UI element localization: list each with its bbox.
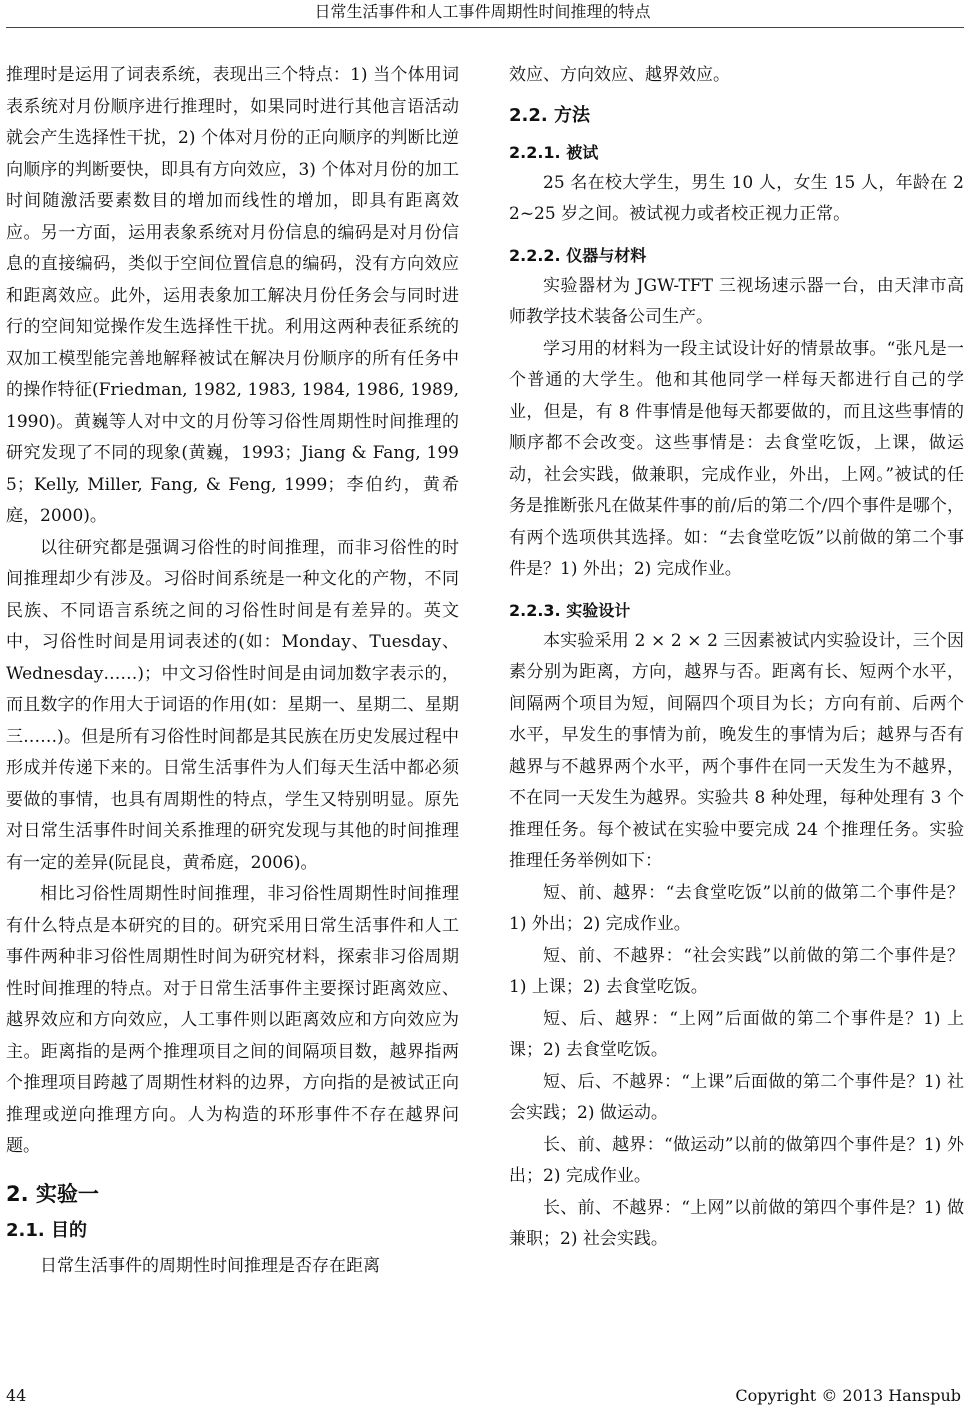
example-item: 短、后、不越界：“上课”后面做的第二个事件是？1) 社会实践；2) 做运动。 — [509, 1071, 964, 1123]
example-item: 长、前、越界：“做运动”以前的做第四个事件是？1) 外出；2) 完成作业。 — [509, 1134, 964, 1186]
left-column — [6, 60, 459, 1282]
example-item: 短、前、不越界：“社会实践”以前做的第二个事件是？1) 上课；2) 去食堂吃饭。 — [509, 945, 964, 997]
body-paragraph: 学习用的材料为一段主试设计好的情景故事。“张凡是一个普通的大学生。他和其他同学一样每天都进行自己的学业，但是，有 8 件事情是他每天都要做的，而且这些事情的顺序都不会改变。这些事情是：去食堂吃饭，上课，做运动，社会实践，做兼职，完成作业，外出，上网。”被试的任务是推断张凡在做某件事的前/后的第二个/四个事件是哪个，有两个选项供其选择。如：“去食堂吃饭”以前做的第二个事件是？1) 外出；2) 完成作业。 — [509, 338, 964, 579]
body-paragraph: 相比习俗性周期性时间推理，非习俗性周期性时间推理有什么特点是本研究的目的。研究采用日常生活事件和人工事件两种非习俗性周期性时间为研究材料，探索非习俗周期性时间推理的特点。对于日常生活事件主要探讨距离效应、越界效应和方向效应，人工事件则以距离效应和方向效应为主。距离指的是两个推理项目之间的间隔项目数，越界指两个推理项目跨越了周期性材料的边界，方向指的是被试正向推理或逆向推理方向。人为构造的环形事件不存在越界问题。 — [6, 884, 459, 1156]
subsubsection-heading-design: 2.2.3. 实验设计 — [509, 600, 631, 620]
body-paragraph: 日常生活事件的周期性时间推理是否存在距离 — [40, 1255, 380, 1276]
body-paragraph: 本实验采用 2 × 2 × 2 三因素被试内实验设计，三个因素分别为距离，方向，越界与否。距离有长、短两个水平，间隔两个项目为短，间隔四个项目为长；方向有前、后两个水平，早发生的事情为前，晚发生的事情为后；越界与否有越界与不越界两个水平，两个事件在同一天发生为不越界，不在同一天发生为越界。实验共 8 种处理，每种处理有 3 个推理任务。每个被试在实验中要完成 24 个推理任务。实验推理任务举例如下： — [509, 630, 964, 871]
body-paragraph: 实验器材为 JGW-TFT 三视场速示器一台，由天津市高师教学技术装备公司生产。 — [509, 275, 964, 327]
subsection-heading-method: 2.2. 方法 — [509, 104, 590, 126]
body-paragraph: 以往研究都是强调习俗性的时间推理，而非习俗性的时间推理却少有涉及。习俗时间系统是一种文化的产物，不同民族、不同语言系统之间的习俗性时间是有差异的。英文中，习俗性时间是用词表述的(如：Monday、Tuesday、Wednesday……)；中文习俗性时间是由词加数字表示的，而且数字的作用大于词语的作用(如：星期一、星期二、星期三……)。但是所有习俗性时间都是其民族在历史发展过程中形成并传递下来的。日常生活事件为人们每天生活中都必须要做的事情，也具有周期性的特点，学生又特别明显。原先对日常生活事件时间关系推理的研究发现与其他的时间推理有一定的差异(阮昆良，黄希庭，2006)。 — [6, 537, 459, 873]
subsubsection-heading-subjects: 2.2.1. 被试 — [509, 142, 599, 162]
running-header: 日常生活事件和人工事件周期性时间推理的特点 — [314, 2, 651, 21]
page-number: 44 — [6, 1386, 27, 1405]
example-item: 短、前、越界：“去食堂吃饭”以前的做第二个事件是？1) 外出；2) 完成作业。 — [509, 882, 964, 934]
body-paragraph: 25 名在校大学生，男生 10 人，女生 15 人，年龄在 22~25 岁之间。被试视力或者校正视力正常。 — [509, 172, 964, 224]
header-divider — [6, 27, 964, 28]
section-heading-experiment-1: 2. 实验一 — [6, 1181, 99, 1206]
subsection-heading-purpose: 2.1. 目的 — [6, 1219, 87, 1241]
subsubsection-heading-apparatus: 2.2.2. 仪器与材料 — [509, 245, 647, 265]
copyright-notice: Copyright © 2013 Hanspub — [735, 1386, 961, 1405]
body-paragraph: 推理时是运用了词表系统，表现出三个特点：1) 当个体用词表系统对月份顺序进行推理时，如果同时进行其他言语活动就会产生选择性干扰，2) 个体对月份的正向顺序的判断比逆向顺序的判断要快，即具有方向效应，3) 个体对月份的加工时间随激活要素数目的增加而线性的增加，即具有距离效应。另一方面，运用表象系统对月份信息的编码是对月份信息的直接编码，类似于空间位置信息的编码，没有方向效应和距离效应。此外，运用表象加工解决月份任务会与同时进行的空间知觉操作发生选择性干扰。利用这两种表征系统的双加工模型能完善地解释被试在解决月份顺序的所有任务中的操作特征(Friedman, 1982, 1983, 1984, 1986, 1989, 1990)。黄巍等人对中文的月份等习俗性周期性时间推理的研究发现了不同的现象(黄巍，1993；Jiang & Fang, 1995；Kelly, Miller, Fang, & Feng, 1999；李伯约，黄希庭，2000)。 — [6, 65, 459, 526]
example-item: 长、前、不越界：“上网”以前做的第四个事件是？1) 做兼职；2) 社会实践。 — [509, 1197, 964, 1249]
body-paragraph: 效应、方向效应、越界效应。 — [509, 65, 730, 85]
right-column — [509, 60, 964, 1256]
example-item: 短、后、越界：“上网”后面做的第二个事件是？1) 上课；2) 去食堂吃饭。 — [509, 1008, 964, 1060]
